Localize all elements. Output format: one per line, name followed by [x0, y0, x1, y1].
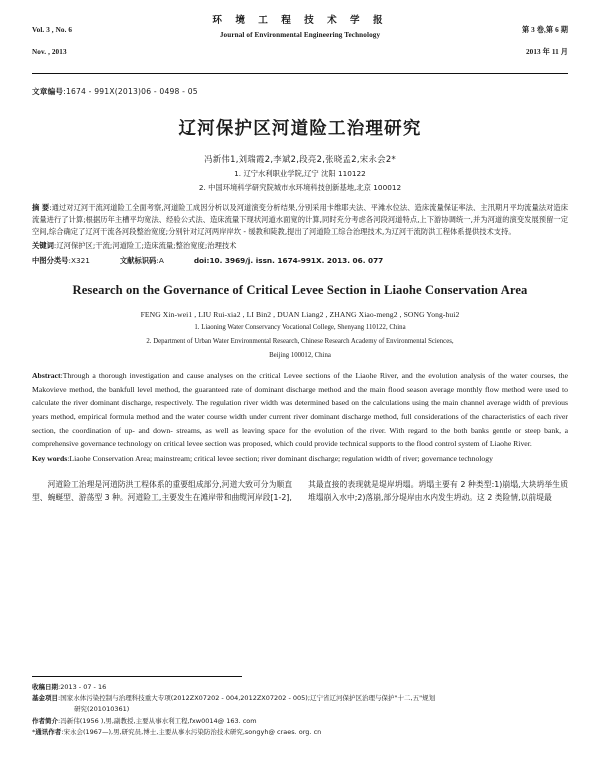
affiliation-en-2: 2. Department of Urban Water Environmental Research, Chinese Research Academy of Environmental Sciences, [146, 337, 454, 345]
date-en: Nov. , 2013 [32, 48, 67, 57]
article-number-label: 文章编号 [32, 86, 64, 96]
body-column-right [308, 478, 568, 505]
corresponding-author-value: :宋永会(1967—),男,研究员,博士,主要从事水污染防治技术研究,songyh@ craes. org. cn [61, 727, 322, 736]
journal-title-cn: 环 境 工 程 技 术 学 报 [212, 15, 388, 26]
doi-value: doi:10. 3969/j. issn. 1674-991X. 2013. 06. 077 [193, 255, 384, 265]
corresponding-author-marker: * [32, 727, 36, 736]
abstract-cn-text: :通过对辽河干流河道险工全面考察,河道险工成因分析以及河道演变分析结果,分别采用卡维耶夫法、平滩水位法、造床流量保证率法、主汛期月平均流量法对造床流量进行了计算;根据历年主槽平均宽法、经验公式法、造床流量下现状河道水面宽的计算,同时充分考虑各河段河道特点,上下游协调统一,并为河道的演变发展预留一定空间,综合确定了辽河干流各河段整治宽度;分别针对辽河两岸岸坎 - 缓教和陡教,提出了河道险工综合治理技术,为辽河干流防洪工程体系提供技术支持。 [32, 203, 569, 236]
authors-en: FENG Xin-wei1 , LIU Rui-xia2 , LI Bin2 , DUAN Liang2 , ZHANG Xiao-meng2 , SONG Yong-hui2 [140, 309, 460, 319]
keywords-en-label: Key words [32, 454, 68, 464]
running-head-right [468, 14, 568, 70]
article-number [32, 86, 568, 97]
classification-row [32, 256, 568, 266]
clc-value: :X321 [68, 255, 90, 265]
received-date-label: 收稿日期 [32, 683, 58, 691]
corresponding-author [32, 727, 568, 738]
author-bio [32, 716, 568, 727]
clc-number [32, 256, 90, 266]
author-bio-label: 作者简介 [32, 716, 58, 725]
fund-project-continuation: 研究(201010361) [74, 705, 130, 714]
fund-project-label: 基金项目 [32, 694, 58, 703]
author-bio-value: :冯新伟(1956 ),男,副教授,主要从事水利工程,fxw0014@ 163. com [58, 716, 257, 725]
abstract-en [32, 369, 568, 451]
keywords-cn-text: :辽河保护区;干流;河道险工;造床流量;整治宽度;治理技术 [53, 240, 237, 250]
affiliation-en-3: Beijing 100012, China [269, 351, 331, 359]
fund-project [32, 693, 568, 704]
running-head [32, 14, 568, 70]
received-date [32, 682, 568, 693]
body-paragraph-right: 其最直接的表现就是堤岸坍塌。坍塌主要有 2 种类型:1)崩塌,大块坍举生质堆塌崩入水中;2)落崩,部分堤岸由水内发生坍动。这 2 类险情,以前堤最 [308, 479, 568, 503]
clc-label: 中图分类号 [32, 255, 69, 265]
affiliation-en-1: 1. Liaoning Water Conservancy Vocational College, Shenyang 110122, China [194, 323, 406, 331]
document-code-value: :A [156, 255, 164, 265]
fund-project-value: :国家水体污染控制与治理科技重大专项(2012ZX07202 - 004,2012ZX07202 - 005);辽宁省辽河保护区治理与保护"十二,五"规划 [58, 694, 436, 703]
abstract-cn [32, 202, 568, 237]
document-code [120, 256, 164, 266]
affiliation-cn-1: 1. 辽宁水利职业学院,辽宁 沈阳 110122 [234, 168, 366, 178]
running-head-left [32, 14, 132, 70]
page-title-cn: 辽河保护区河道险工治理研究 [178, 118, 422, 139]
affiliation-cn-2: 2. 中国环境科学研究院城市水环境科技创新基地,北京 100012 [198, 183, 402, 193]
page-title-en: Research on the Governance of Critical Levee Section in Liaohe Conservation Area [72, 282, 528, 297]
keywords-en [32, 452, 568, 466]
footnote-divider [32, 676, 242, 677]
authors-cn: 冯新伟1,刘瑞霞2,李斌2,段亮2,张晓孟2,宋永会2* [204, 153, 396, 164]
header-divider [32, 73, 568, 74]
volume-issue-cn: 第 3 卷,第 6 期 [521, 26, 568, 35]
abstract-en-label: Abstract [32, 370, 61, 380]
date-cn: 2013 年 11 月 [525, 48, 568, 57]
corresponding-author-label: 通讯作者 [35, 727, 62, 736]
keywords-en-text: :Liaohe Conservation Area; mainstream; critical levee section; river dominant discharge; regulation width of river; governance technology [67, 454, 493, 464]
running-head-center [132, 14, 468, 41]
abstract-cn-label: 摘 要 [32, 203, 50, 213]
received-date-value: :2013 - 07 - 16 [58, 683, 107, 691]
abstract-en-text: :Through a thorough investigation and cause analyses on the critical Levee sections of the Liaohe River, and the evolution analysis of the water courses, the Makovieve method, the bankfull level method, the guaranteed rate of dominant discharge method and the main flood season average monthly flow method were used to calculate the river dominant discharge, respectively. The regulation river width was determined based on the calculations using the main channel average width of previous years method, empirical formula method and the water course width under current river dominant discharge method, full considerations of the characteristics of each river section, the coordination of up- and down- streams, as well as leaving space for the evolution of the river. With regard to the both banks gentle or steep bank, a comprehensive governance technology on critical levee section was proposed, which could provide technical supports to the flood control system of Liaohe River. [32, 370, 568, 449]
article-number-value: :1674 - 991X(2013)06 - 0498 - 05 [63, 86, 198, 96]
volume-issue-en: Vol. 3 , No. 6 [32, 26, 73, 35]
keywords-cn-label: 关键词 [32, 240, 54, 250]
footnotes [32, 682, 568, 738]
body-column-left [32, 478, 292, 505]
journal-title-en: Journal of Environmental Engineering Technology [219, 30, 381, 39]
document-code-label: 文献标识码 [119, 255, 157, 265]
body-paragraph-left: 河道险工治理是河道防洪工程体系的重要组成部分,河道大致可分为顺直型、蜿蜒型、游荡型 3 种。河道险工,主要发生在滩岸带和曲缆河岸段[1-2], [32, 479, 292, 503]
keywords-cn [32, 240, 568, 252]
body-columns [32, 478, 568, 505]
